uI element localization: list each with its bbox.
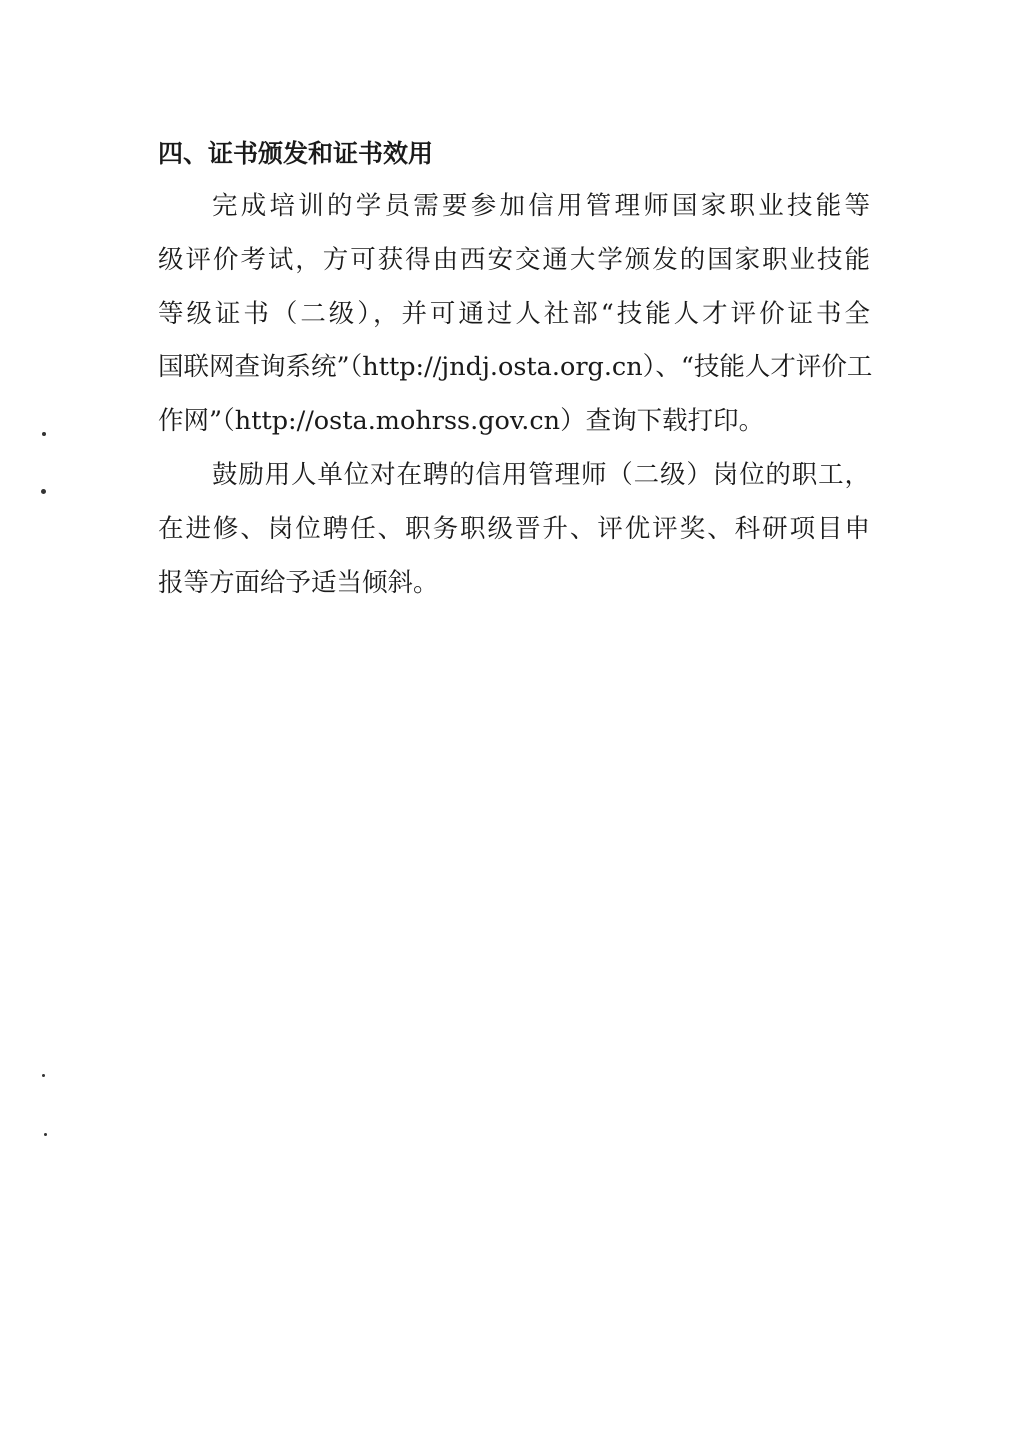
paragraph-employer-encouragement xyxy=(158,449,870,610)
scan-artifact-dot xyxy=(44,1133,47,1136)
scan-artifact-dot xyxy=(42,1074,45,1077)
paragraph-certificate xyxy=(158,180,873,449)
paragraph-line: 国联网查询系统”（http://jndj.osta.org.cn）、“技能人才评价工 xyxy=(158,352,873,383)
paragraph-line: 完成培训的学员需要参加信用管理师国家职业技能等 xyxy=(212,191,870,221)
paragraph-line: 在进修、岗位聘任、职务职级晋升、评优评奖、科研项目申 xyxy=(158,513,870,544)
paragraph-line: 作网”（http://osta.mohrss.gov.cn）查询下载打印。 xyxy=(158,406,765,437)
paragraph-line: 报等方面给予适当倾斜。 xyxy=(158,567,439,598)
paragraph-line: 鼓励用人单位对在聘的信用管理师（二级）岗位的职工， xyxy=(212,459,870,490)
document-body xyxy=(158,128,873,610)
paragraph-line: 等级证书（二级），并可通过人社部“技能人才评价证书全 xyxy=(158,298,870,329)
section-heading: 四、证书颁发和证书效用 xyxy=(158,139,434,168)
paragraph-line: 级评价考试，方可获得由西安交通大学颁发的国家职业技能 xyxy=(158,244,870,275)
scan-artifact-dot xyxy=(42,432,46,436)
scan-artifact-dot xyxy=(41,489,46,494)
